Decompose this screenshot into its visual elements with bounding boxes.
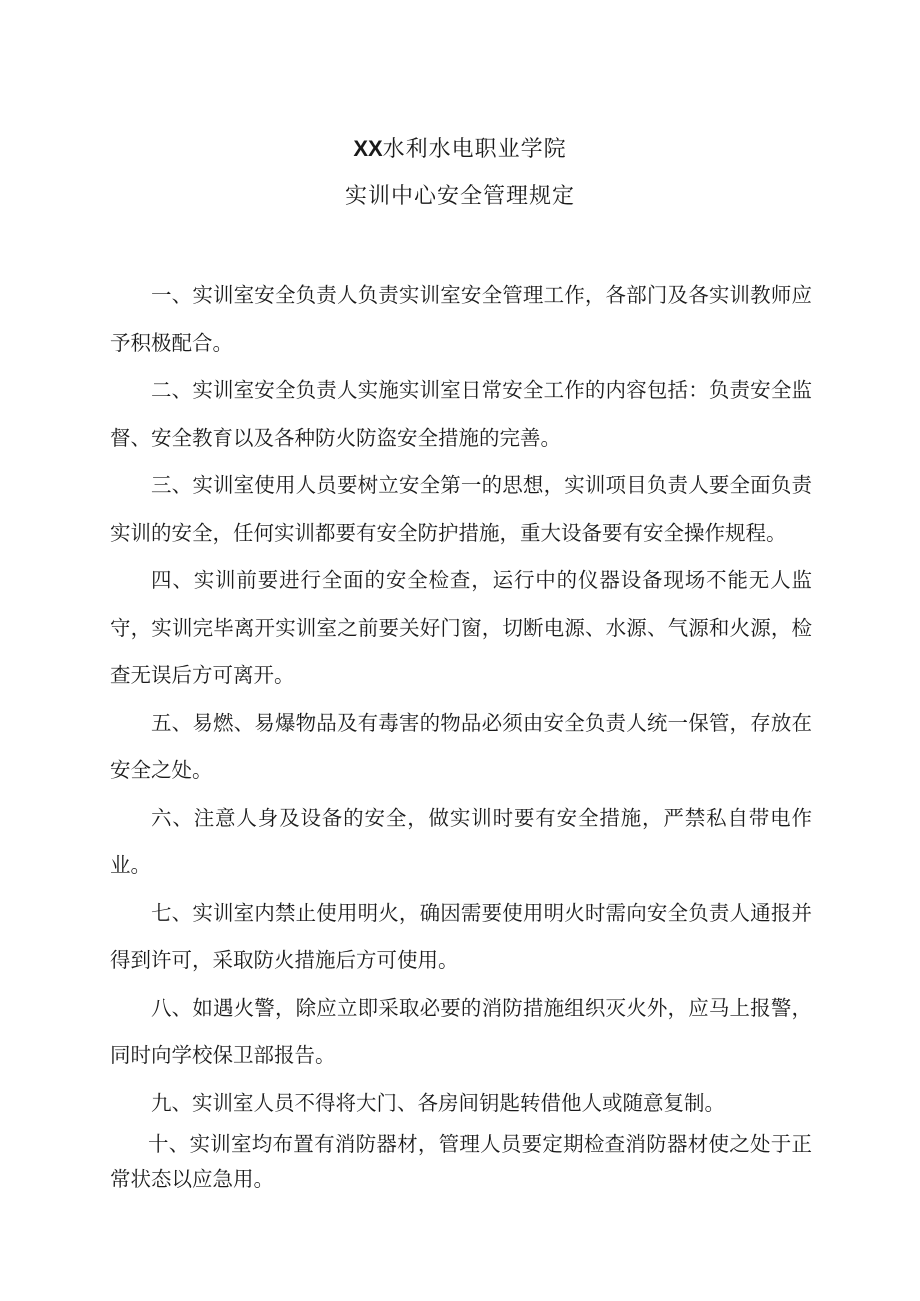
rule-paragraph-2: 二、实训室安全负责人实施实训室日常安全工作的内容包括：负责安全监督、安全教育以及各种防火防盗安全措施的完善。 <box>110 378 812 450</box>
rules-list <box>110 272 812 1197</box>
rule-paragraph-1: 一、实训室安全负责人负责实训室安全管理工作，各部门及各实训教师应予积极配合。 <box>110 283 812 355</box>
rule-paragraph-5: 五、易燃、易爆物品及有毒害的物品必须由安全负责人统一保管，存放在安全之处。 <box>110 710 812 782</box>
rule-paragraph-7: 七、实训室内禁止使用明火，确因需要使用明火时需向安全负责人通报并得到许可，采取防火措施后方可使用。 <box>110 900 812 972</box>
rule-paragraph-8: 八、如遇火警，除应立即采取必要的消防措施组织灭火外，应马上报警，同时向学校保卫部报告。 <box>110 995 812 1067</box>
rule-paragraph-4: 四、实训前要进行全面的安全检查，运行中的仪器设备现场不能无人监守，实训完毕离开实训室之前要关好门窗，切断电源、水源、气源和火源，检查无误后方可离开。 <box>110 568 812 687</box>
rule-paragraph-10: 十、实训室均布置有消防器材，管理人员要定期检查消防器材使之处于正常状态以应急用。 <box>110 1132 812 1191</box>
document-title <box>0 132 920 163</box>
rule-paragraph-6: 六、注意人身及设备的安全，做实训时要有安全措施，严禁私自带电作业。 <box>110 805 812 877</box>
rule-paragraph-9: 九、实训室人员不得将大门、各房间钥匙转借他人或随意复制。 <box>151 1090 725 1115</box>
title-main: 水利水电职业学院 <box>382 137 567 162</box>
rule-paragraph-3: 三、实训室使用人员要树立安全第一的思想，实训项目负责人要全面负责实训的安全，任何实训都要有安全防护措施，重大设备要有安全操作规程。 <box>110 473 812 545</box>
document-subtitle: 实训中心安全管理规定 <box>344 184 575 209</box>
title-prefix: XX <box>353 136 383 161</box>
